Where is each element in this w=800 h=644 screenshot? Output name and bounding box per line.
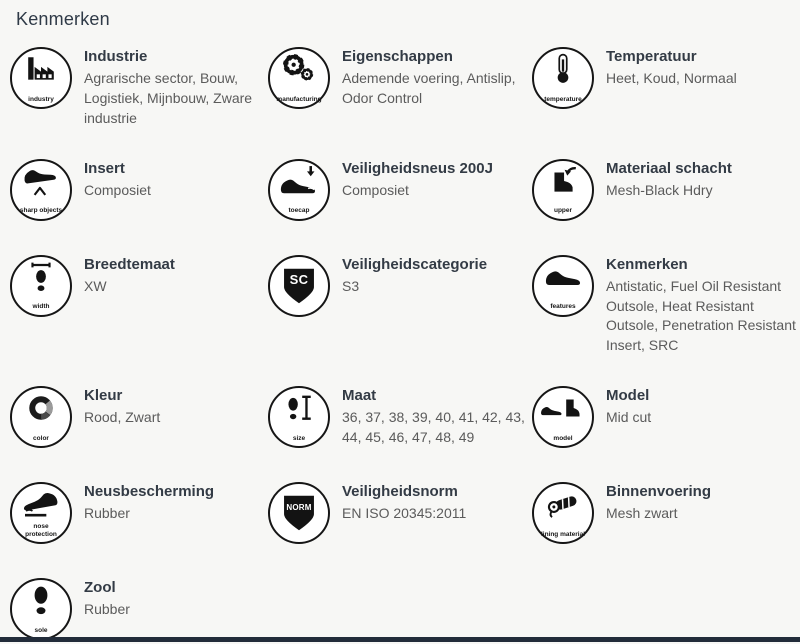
feature-item (10, 578, 268, 644)
icon-caption: lining material (540, 530, 586, 538)
feature-value: Mid cut (606, 409, 652, 426)
feature-text (342, 482, 532, 524)
icon-caption: toecap (288, 207, 310, 215)
upper-icon (540, 165, 586, 197)
feature-title: Neusbescherming (84, 483, 215, 501)
temperature-icon (540, 53, 586, 85)
feature-text (342, 159, 532, 201)
manufacturing-icon (276, 53, 322, 85)
icon-caption: color (33, 434, 49, 442)
feature-icon-circle (268, 482, 330, 544)
feature-text (606, 159, 800, 201)
toecap-icon (276, 165, 322, 197)
icon-caption: sole (34, 626, 48, 634)
feature-icon-circle (268, 386, 330, 448)
feature-icon-circle (532, 47, 594, 109)
icon-caption: model (553, 434, 573, 442)
features-icon (540, 261, 586, 293)
feature-text (342, 47, 532, 109)
feature-value: EN ISO 20345:2011 (342, 505, 467, 522)
feature-icon-circle (268, 47, 330, 109)
feature-value: S3 (342, 277, 360, 294)
feature-value: Heet, Koud, Normaal (606, 70, 737, 86)
feature-text (342, 255, 532, 297)
feature-item (268, 386, 532, 452)
feature-value: Composiet (342, 181, 409, 198)
feature-item (268, 482, 532, 548)
feature-title: Zool (84, 579, 116, 597)
feature-icon-circle (532, 255, 594, 317)
feature-item (268, 159, 532, 225)
icon-caption: temperature (544, 95, 582, 103)
shield-label: SC (289, 272, 309, 288)
feature-icon-circle (532, 386, 594, 448)
feature-icon-circle (10, 255, 72, 317)
feature-value: Agrarische sector, Bouw, Logistiek, Mijnbouw, Zware industrie (84, 70, 253, 126)
feature-icon-circle (10, 159, 72, 221)
feature-title: Veiligheidsnorm (342, 483, 458, 501)
icon-caption: sharp objects (19, 207, 63, 215)
feature-text (84, 255, 266, 297)
feature-title: Model (606, 387, 650, 405)
feature-text (84, 47, 266, 129)
feature-title: Materiaal schacht (606, 159, 732, 177)
feature-icon-circle (10, 578, 72, 640)
icon-caption: industry (28, 95, 54, 103)
feature-item (532, 482, 800, 548)
feature-text (84, 159, 266, 201)
feature-item (10, 386, 268, 452)
icon-caption: size (292, 434, 306, 442)
feature-value: Composiet (84, 181, 151, 198)
feature-text (606, 482, 800, 524)
feature-title: Kleur (84, 387, 123, 405)
feature-title: Eigenschappen (342, 48, 453, 65)
page-title: Kenmerken (16, 9, 110, 29)
feature-value: XW (84, 277, 107, 294)
feature-value: Rubber (84, 505, 130, 522)
feature-title: Breedtemaat (84, 255, 175, 273)
feature-icon-circle (10, 47, 72, 109)
feature-text (606, 255, 800, 357)
feature-title: Binnenvoering (606, 483, 712, 501)
icon-caption: upper (553, 207, 573, 215)
feature-item (268, 255, 532, 357)
icon-caption: features (550, 303, 576, 311)
icon-caption: manufacturing (276, 95, 322, 103)
feature-value: Ademende voering, Antislip, Odor Control (342, 70, 516, 106)
feature-title: Temperatuur (606, 48, 697, 65)
feature-text (84, 386, 266, 428)
feature-text (606, 47, 800, 89)
nose-protection-icon (18, 488, 64, 520)
shield-label: NORM (286, 502, 312, 512)
feature-title: Maat (342, 387, 377, 405)
feature-item (10, 47, 268, 129)
feature-item (532, 159, 800, 225)
feature-icon-circle (10, 482, 72, 544)
feature-item (532, 386, 800, 452)
features-grid (0, 30, 800, 644)
bottom-divider-bar (0, 637, 800, 642)
feature-item (10, 255, 268, 357)
feature-value: Antistatic, Fuel Oil Resistant Outsole, Heat Resistant Outsole, Penetration Resistant Insert, SRC (606, 277, 796, 354)
feature-item (10, 482, 268, 548)
industry-icon (18, 53, 64, 85)
sharp-objects-icon (18, 165, 64, 197)
color-icon (18, 392, 64, 424)
feature-icon-circle (532, 159, 594, 221)
feature-title: Veiligheidscategorie (342, 255, 488, 273)
feature-value: 36, 37, 38, 39, 40, 41, 42, 43, 44, 45, 46, 47, 48, 49 (342, 409, 525, 445)
model-icon (540, 392, 586, 424)
icon-caption: nose protection (25, 523, 57, 538)
feature-value: Rubber (84, 601, 130, 618)
feature-title: Kenmerken (606, 255, 688, 273)
feature-icon-circle (268, 255, 330, 317)
feature-icon-circle (10, 386, 72, 448)
feature-item (10, 159, 268, 225)
feature-title: Industrie (84, 48, 148, 65)
feature-item (532, 47, 800, 129)
feature-item (532, 255, 800, 357)
feature-value: Mesh-Black Hdry (606, 181, 713, 198)
feature-item (268, 47, 532, 129)
feature-text (606, 386, 800, 428)
icon-caption: width (32, 303, 50, 311)
width-icon (18, 261, 64, 293)
feature-value: Mesh zwart (606, 505, 678, 522)
feature-title: Insert (84, 159, 125, 177)
feature-value: Rood, Zwart (84, 409, 161, 426)
feature-icon-circle (532, 482, 594, 544)
size-icon (276, 392, 322, 424)
feature-title: Veiligheidsneus 200J (342, 159, 493, 177)
feature-text (84, 578, 266, 620)
feature-icon-circle (268, 159, 330, 221)
lining-material-icon (540, 488, 586, 520)
sole-icon (18, 584, 64, 616)
feature-text (84, 482, 266, 524)
feature-text (342, 386, 532, 448)
